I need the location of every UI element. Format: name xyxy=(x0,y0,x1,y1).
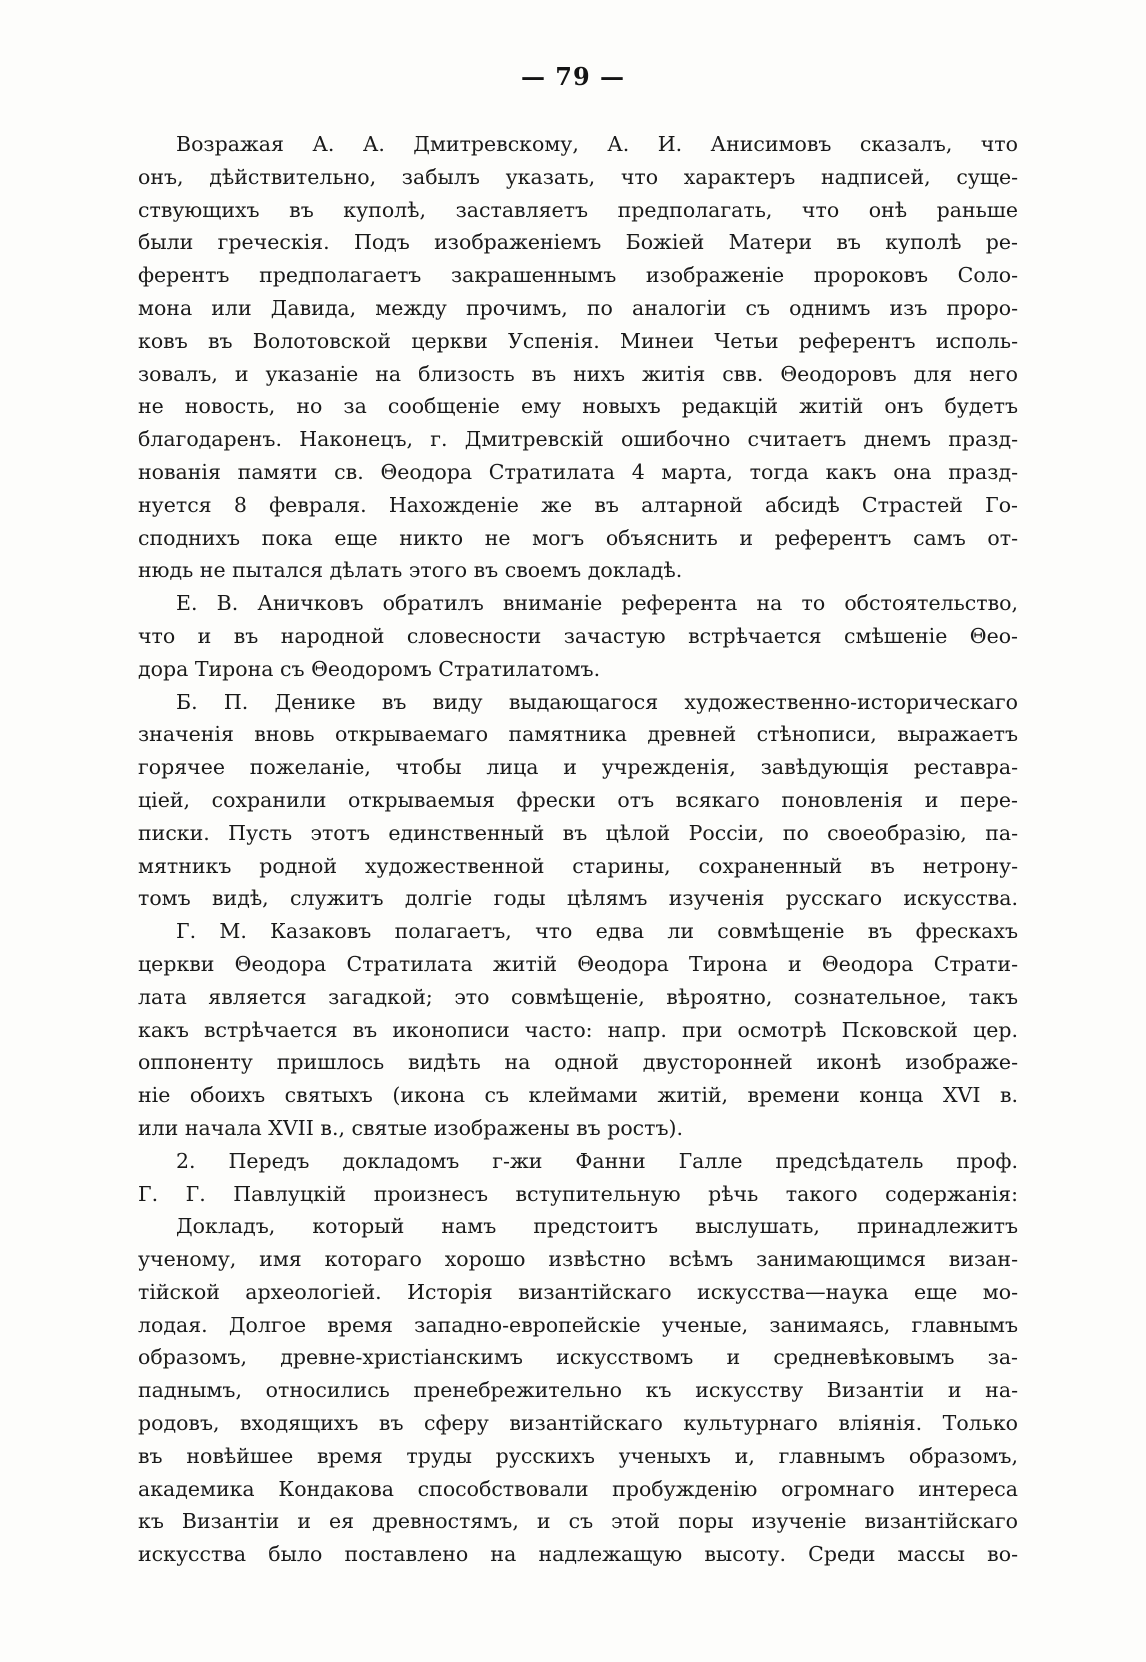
text-line: ствующихъ въ куполѣ, заставляетъ предполагать, что онѣ раньше xyxy=(138,197,1018,222)
text-line: какъ встрѣчается въ иконописи часто: напр. при осмотрѣ Псковской цер. xyxy=(138,1017,1018,1042)
text-line: въ новѣйшее время труды русскихъ ученыхъ и, главнымъ образомъ, xyxy=(138,1443,1018,1468)
text-line: лата является загадкой; это совмѣщеніе, вѣроятно, сознательное, такъ xyxy=(138,984,1018,1009)
text-line: Е. В. Аничковъ обратилъ вниманіе референта на то обстоятельство, xyxy=(176,591,1018,616)
text-line: ніе обоихъ святыхъ (икона съ клеймами житій, времени конца XVI в. xyxy=(138,1083,1018,1108)
text-line: были греческія. Подъ изображеніемъ Божіей Матери въ куполѣ ре- xyxy=(138,230,1018,255)
text-line: значенія вновь открываемаго памятника древней стѣнописи, выражаетъ xyxy=(138,722,1018,747)
page-number: — 79 — xyxy=(520,62,626,91)
text-line: къ Византіи и ея древностямъ, и съ этой поры изученіе византійскаго xyxy=(138,1509,1018,1534)
text-line: нюдь не пытался дѣлать этого въ своемъ докладѣ. xyxy=(138,558,683,583)
text-line: дора Тирона съ Θеодоромъ Стратилатомъ. xyxy=(138,656,601,681)
text-line: не новость, но за сообщеніе ему новыхъ редакцій житій онъ будетъ xyxy=(138,394,1018,419)
text-line: искусства было поставлено на надлежащую высоту. Среди массы во- xyxy=(138,1542,1018,1567)
text-line: паднымъ, относились пренебрежительно къ искусству Византіи и на- xyxy=(138,1378,1018,1403)
text-line: церкви Θеодора Стратилата житій Θеодора Тирона и Θеодора Страти- xyxy=(138,951,1018,976)
text-line: мятникъ родной художественной старины, сохраненный въ нетрону- xyxy=(138,853,1018,878)
text-line: образомъ, древне-христіанскимъ искусствомъ и средневѣковымъ за- xyxy=(138,1345,1018,1370)
text-line: споднихъ пока еще никто не могъ объяснить и референтъ самъ от- xyxy=(138,525,1018,550)
text-line: ковъ въ Волотовской церкви Успенія. Минеи Четьи референтъ исполь- xyxy=(138,328,1018,353)
text-line: ціей, сохранили открываемыя фрески отъ всякаго поновленія и пере- xyxy=(138,787,1018,812)
text-line: благодаренъ. Наконецъ, г. Дмитревскій ошибочно считаетъ днемъ празд- xyxy=(138,427,1018,452)
text-line: оппоненту пришлось видѣть на одной двусторонней иконѣ изображе- xyxy=(138,1050,1018,1075)
text-line: тійской археологіей. Исторія византійскаго искусства—наука еще мо- xyxy=(138,1279,1018,1304)
text-line: нуется 8 февраля. Нахожденіе же въ алтарной абсидѣ Страстей Го- xyxy=(138,492,1018,517)
text-line: мона или Давида, между прочимъ, по аналогіи съ однимъ изъ проро- xyxy=(138,295,1018,320)
text-line: родовъ, входящихъ въ сферу византійскаго культурнаго вліянія. Только xyxy=(138,1411,1018,1436)
text-line: Г. Г. Павлуцкій произнесъ вступительную рѣчь такого содержанія: xyxy=(138,1181,1018,1206)
text-line: или начала XVII в., святые изображены въ ростъ). xyxy=(138,1115,684,1140)
text-line: онъ, дѣйствительно, забылъ указать, что характеръ надписей, суще- xyxy=(138,164,1018,189)
text-line: 2. Передъ докладомъ г-жи Фанни Галле предсѣдатель проф. xyxy=(176,1148,1018,1173)
text-line: Б. П. Денике въ виду выдающагося художественно-историческаго xyxy=(176,689,1018,714)
text-line: ученому, имя котораго хорошо извѣстно всѣмъ занимающимся визан- xyxy=(138,1247,1018,1272)
text-line: ферентъ предполагаетъ закрашеннымъ изображеніе пророковъ Соло- xyxy=(138,263,1018,288)
text-line: Г. М. Казаковъ полагаетъ, что едва ли совмѣщеніе въ фрескахъ xyxy=(176,919,1018,944)
text-line: что и въ народной словесности зачастую встрѣчается смѣшеніе Θео- xyxy=(138,623,1018,648)
text-line: горячее пожеланіе, чтобы лица и учрежденія, завѣдующія реставра- xyxy=(138,755,1018,780)
text-line: писки. Пусть этотъ единственный въ цѣлой Россіи, по своеобразію, па- xyxy=(138,820,1018,845)
text-line: академика Кондакова способствовали пробужденію огромнаго интереса xyxy=(138,1476,1018,1501)
text-line: лодая. Долгое время западно-европейскіе ученые, занимаясь, главнымъ xyxy=(138,1312,1018,1337)
text-line: Возражая А. А. Дмитревскому, А. И. Анисимовъ сказалъ, что xyxy=(176,132,1018,156)
text-line: Докладъ, который намъ предстоитъ выслушать, принадлежитъ xyxy=(176,1214,1018,1239)
body-text xyxy=(138,128,1018,1571)
text-line: зовалъ, и указаніе на близость въ нихъ житія свв. Θеодоровъ для него xyxy=(138,361,1018,386)
text-line: томъ видѣ, служитъ долгіе годы цѣлямъ изученія русскаго искусства. xyxy=(138,886,1018,911)
text-line: нованія памяти св. Θеодора Стратилата 4 марта, тогда какъ она празд- xyxy=(138,459,1018,484)
